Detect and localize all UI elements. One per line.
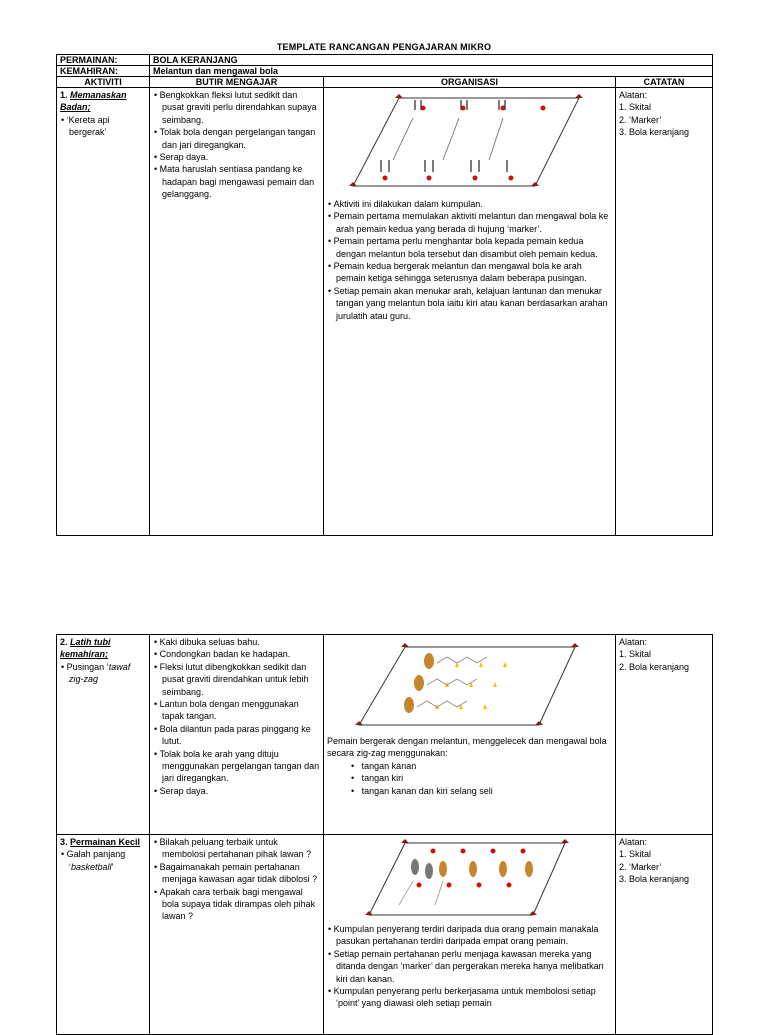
column-header-aktiviti: AKTIVITI: [57, 77, 150, 88]
kemahiran-row: [57, 66, 713, 77]
teaching-point: • Kaki dibuka seluas bahu.: [153, 636, 320, 648]
court-diagram-zigzag: [343, 637, 603, 733]
permainan-row: [57, 55, 713, 66]
lesson-plan-table: [56, 54, 713, 536]
teaching-point: • Fleksi lutut dibengkokkan sedikit dan pusat graviti direndahkan untuk lebih seimbang.: [153, 661, 320, 698]
teaching-point: • Serap daya.: [153, 785, 320, 797]
court-diagram-small-game: [343, 837, 603, 921]
teaching-point: • Bilakah peluang terbaik untuk membolosi pertahanan pihak lawan ?: [153, 836, 320, 861]
activity-subtitle: • ‘Kereta api bergerak’: [60, 114, 146, 139]
activity-row-2: [57, 635, 713, 835]
permainan-label: PERMAINAN:: [57, 55, 150, 66]
teaching-point: • Tolak bola ke arah yang dituju menggunakan pergelangan tangan dan jari diregangkan.: [153, 748, 320, 785]
teaching-point: • Serap daya.: [153, 151, 320, 163]
teaching-point: • Tolak bola dengan pergelangan tangan dan jari diregangkan.: [153, 126, 320, 151]
teaching-points-cell: [150, 88, 324, 536]
teaching-point: • Apakah cara terbaik bagi mengawal bola supaya tidak dirampas oleh pihak lawan ?: [153, 886, 320, 923]
organisasi-point: • Pemain kedua bergerak melantun dan mengawal bola ke arah pemain ketiga sehingga seterusnya dalam beberapa pusingan.: [327, 260, 612, 285]
catatan-cell: Alatan: 1. Skital 2. Bola keranjang: [616, 635, 713, 835]
activity-subtitle: • Galah panjang ‘basketball’: [60, 848, 146, 873]
activity-row-1: [57, 88, 713, 536]
organisasi-cell: [324, 88, 616, 536]
activity-cell: 1. Memanaskan Badan; • ‘Kereta api bergerak’: [57, 88, 150, 536]
organisasi-list-item: • tangan kanan: [347, 760, 612, 772]
activity-subtitle: • Pusingan ‘tawaf zig-zag: [60, 661, 146, 686]
activity-row-3: [57, 835, 713, 1035]
organisasi-point: • Setiap pemain pertahanan perlu menjaga kawasan mereka yang ditanda dengan ‘marker’ dan pergerakan mereka hanya melibatkan kiri dan kanan.: [327, 948, 612, 985]
permainan-value: BOLA KERANJANG: [150, 55, 713, 66]
activity-cell: 2. Latih tubi kemahiran; • Pusingan ‘tawaf zig-zag: [57, 635, 150, 835]
lesson-plan-table-continued: [56, 634, 713, 1035]
organisasi-list-item: • tangan kanan dan kiri selang seli: [347, 785, 612, 797]
activity-title: Memanaskan Badan;: [60, 90, 127, 113]
teaching-points-cell: [150, 635, 324, 835]
teaching-point: • Bagaimanakah pemain pertahanan menjaga kawasan agar tidak dibolosi ?: [153, 861, 320, 886]
organisasi-point: • Aktiviti ini dilakukan dalam kumpulan.: [327, 198, 612, 210]
organisasi-point: • Setiap pemain akan menukar arah, kelajuan lantunan dan menukar tangan yang melantun bola iaitu kiri atau kanan berdasarkan arahan jurulatih atau guru.: [327, 285, 612, 322]
column-header-butir-mengajar: BUTIR MENGAJAR: [150, 77, 324, 88]
organisasi-cell: [324, 635, 616, 835]
teaching-points-cell: [150, 835, 324, 1035]
teaching-point: • Lantun bola dengan menggunakan tapak tangan.: [153, 698, 320, 723]
catatan-cell: Alatan: 1. Skital 2. ‘Marker’ 3. Bola keranjang: [616, 835, 713, 1035]
teaching-point: • Bola dilantun pada paras pinggang ke lutut.: [153, 723, 320, 748]
activity-cell: 3. Permainan Kecil • Galah panjang ‘basketball’: [57, 835, 150, 1035]
document-title: TEMPLATE RANCANGAN PENGAJARAN MIKRO: [276, 42, 492, 52]
organisasi-cell: [324, 835, 616, 1035]
organisasi-point: • Kumpulan penyerang terdiri daripada dua orang pemain manakala pasukan pertahanan terdiri daripada empat orang pemain.: [327, 923, 612, 948]
teaching-point: • Bengkokkan fleksi lutut sedikit dan pusat graviti perlu direndahkan supaya seimbang.: [153, 89, 320, 126]
kemahiran-value: Melantun dan mengawal bola: [150, 66, 713, 77]
activity-title: Latih tubi kemahiran;: [60, 637, 111, 660]
column-header-organisasi: ORGANISASI: [324, 77, 616, 88]
organisasi-text: Pemain bergerak dengan melantun, menggelecek dan mengawal bola secara zig-zag menggunakan:: [327, 736, 607, 759]
organisasi-point: • Pemain pertama perlu menghantar bola kepada pemain kedua dengan melantun bola tersebut dan disambut oleh pemain kedua.: [327, 235, 612, 260]
teaching-point: • Mata haruslah sentiasa pandang ke hadapan bagi mengawasi pemain dan gelanggang.: [153, 163, 320, 200]
teaching-point: • Condongkan badan ke hadapan.: [153, 648, 320, 660]
organisasi-point: • Pemain pertama memulakan aktiviti melantun dan mengawal bola ke arah pemain kedua yang berada di hujung ‘marker’.: [327, 210, 612, 235]
activity-title: Permainan Kecil: [70, 837, 141, 847]
kemahiran-label: KEMAHIRAN:: [57, 66, 150, 77]
organisasi-point: • Kumpulan penyerang perlu berkerjasama untuk membolosi setiap ‘point’ yang diawasi oleh setiap pemain: [327, 985, 612, 1010]
catatan-cell: Alatan: 1. Skital 2. ‘Marker’ 3. Bola keranjang: [616, 88, 713, 536]
court-diagram-relay: [343, 90, 603, 196]
organisasi-list-item: • tangan kiri: [347, 772, 612, 784]
column-header-catatan: CATATAN: [616, 77, 713, 88]
column-header-row: [57, 77, 713, 88]
